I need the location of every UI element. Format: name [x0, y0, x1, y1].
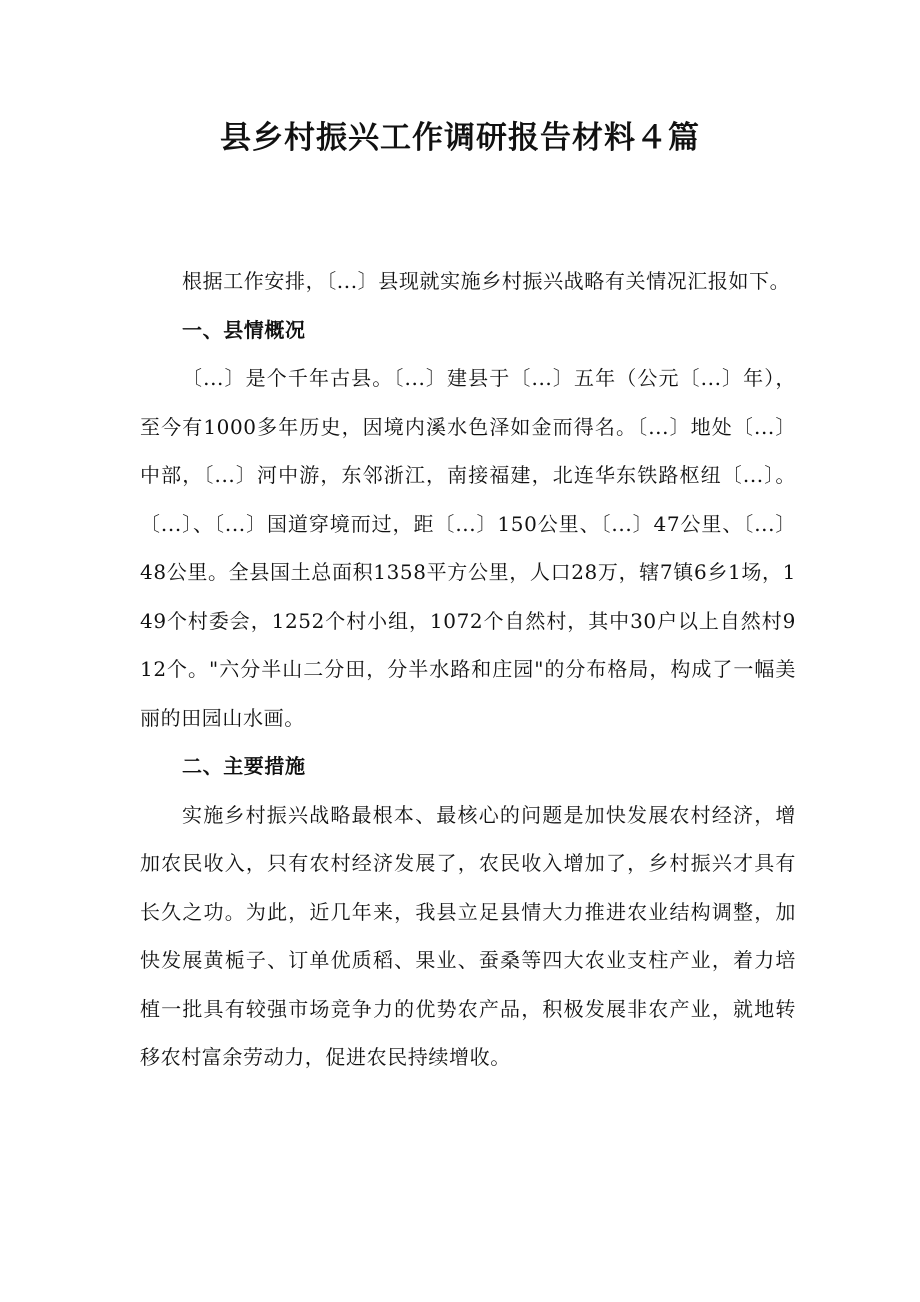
section-heading-main-measures: 二、主要措施: [182, 754, 306, 778]
intro-paragraph: 根据工作安排，〔...〕县现就实施乡村振兴战略有关情况汇报如下。: [182, 269, 791, 293]
document-title: 县乡村振兴工作调研报告材料４篇: [220, 120, 700, 156]
document-body: [140, 257, 796, 1082]
section-paragraph-county-overview: 〔...〕是个千年古县。〔...〕建县于〔...〕五年（公元〔...〕年），至今有1000多年历史，因境内溪水色泽如金而得名。〔...〕地处〔...〕中部，〔...〕河中游，东邻浙江，南接福建，北连华东铁路枢纽〔...〕。〔...〕、〔...〕国道穿境而过，距〔...〕150公里、〔...〕47公里、〔...〕48公里。全县国土总面积1358平方公里，人口28万，辖7镇6乡1场，149个村委会，1252个村小组，1072个自然村，其中30户以上自然村912个。"六分半山二分田，分半水路和庄园"的分布格局，构成了一幅美丽的田园山水画。: [140, 366, 796, 730]
section-heading-county-overview: 一、县情概况: [182, 317, 306, 342]
section-paragraph-main-measures: 实施乡村振兴战略最根本、最核心的问题是加快发展农村经济，增加农民收入，只有农村经济发展了，农民收入增加了，乡村振兴才具有长久之功。为此，近几年来，我县立足县情大力推进农业结构调整，加快发展黄栀子、订单优质稻、果业、蚕桑等四大农业支柱产业，着力培植一批具有较强市场竞争力的优势农产品，积极发展非农产业，就地转移农村富余劳动力，促进农民持续增收。: [140, 802, 796, 1069]
